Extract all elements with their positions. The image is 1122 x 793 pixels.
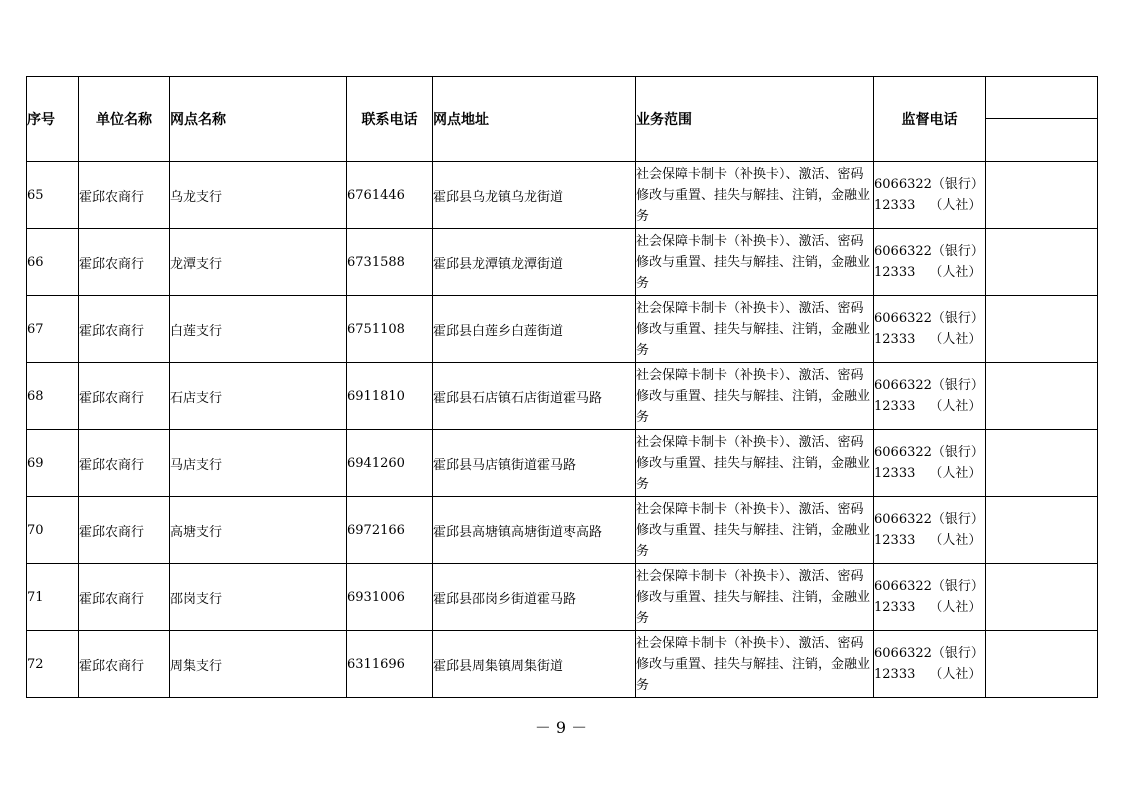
row-unit: 霍邱农商行 [79,564,170,631]
table-row [27,296,1098,363]
header-address: 网点地址 [433,77,636,162]
row-scope: 社会保障卡制卡（补换卡）、激活、密码修改与重置、挂失与解挂、注销，金融业务 [636,296,874,363]
row-num: 69 [27,430,79,497]
row-extra [986,162,1098,229]
table-row [27,162,1098,229]
row-unit: 霍邱农商行 [79,363,170,430]
row-phone: 6911810 [347,363,433,430]
supervise-bank-line [874,576,985,597]
row-num: 70 [27,497,79,564]
row-branch: 邵岗支行 [170,564,347,631]
supervise-bank-number: 6066322 [874,445,932,460]
row-address: 霍邱县邵岗乡街道霍马路 [433,564,636,631]
supervise-social-line [874,530,985,551]
row-phone: 6941260 [347,430,433,497]
supervise-social-label: （人社） [929,399,982,414]
table-row [27,363,1098,430]
header-supervise: 监督电话 [874,77,986,162]
row-branch: 乌龙支行 [170,162,347,229]
supervise-bank-line [874,442,985,463]
row-unit: 霍邱农商行 [79,497,170,564]
row-extra [986,296,1098,363]
supervise-social-number: 12333 [874,466,916,481]
supervise-bank-number: 6066322 [874,646,932,661]
header-row [27,77,1098,162]
header-branch: 网点名称 [170,77,347,162]
row-supervise [874,564,986,631]
row-supervise [874,229,986,296]
supervise-bank-line [874,375,985,396]
supervise-bank-number: 6066322 [874,512,932,527]
header-scope: 业务范围 [636,77,874,162]
row-num: 66 [27,229,79,296]
supervise-bank-label: （银行） [931,579,984,594]
supervise-bank-number: 6066322 [874,378,932,393]
row-branch: 马店支行 [170,430,347,497]
row-address: 霍邱县龙潭镇龙潭街道 [433,229,636,296]
supervise-social-number: 12333 [874,533,916,548]
row-supervise [874,430,986,497]
supervise-social-number: 12333 [874,265,916,280]
supervise-bank-number: 6066322 [874,311,932,326]
supervise-social-label: （人社） [929,265,982,280]
row-extra [986,430,1098,497]
row-phone: 6311696 [347,631,433,698]
table-row [27,229,1098,296]
row-extra [986,564,1098,631]
row-supervise [874,296,986,363]
supervise-bank-label: （银行） [931,512,984,527]
table-body [27,162,1098,698]
row-phone: 6731588 [347,229,433,296]
supervise-bank-number: 6066322 [874,244,932,259]
row-branch: 龙潭支行 [170,229,347,296]
row-unit: 霍邱农商行 [79,229,170,296]
row-phone: 6972166 [347,497,433,564]
supervise-bank-label: （银行） [931,244,984,259]
row-supervise [874,631,986,698]
supervise-bank-label: （银行） [931,445,984,460]
supervise-bank-label: （银行） [931,378,984,393]
row-unit: 霍邱农商行 [79,631,170,698]
supervise-bank-line [874,174,985,195]
supervise-bank-number: 6066322 [874,177,932,192]
row-scope: 社会保障卡制卡（补换卡）、激活、密码修改与重置、挂失与解挂、注销，金融业务 [636,363,874,430]
row-extra [986,631,1098,698]
page-number: － 9 － [534,718,588,737]
row-address: 霍邱县马店镇街道霍马路 [433,430,636,497]
header-unit: 单位名称 [79,77,170,162]
row-scope: 社会保障卡制卡（补换卡）、激活、密码修改与重置、挂失与解挂、注销，金融业务 [636,229,874,296]
row-supervise [874,363,986,430]
supervise-bank-label: （银行） [931,646,984,661]
supervise-social-line [874,195,985,216]
header-num: 序号 [27,77,79,162]
row-num: 68 [27,363,79,430]
row-address: 霍邱县周集镇周集街道 [433,631,636,698]
row-address: 霍邱县高塘镇高塘街道枣高路 [433,497,636,564]
supervise-bank-label: （银行） [931,177,984,192]
row-extra [986,229,1098,296]
row-scope: 社会保障卡制卡（补换卡）、激活、密码修改与重置、挂失与解挂、注销，金融业务 [636,162,874,229]
row-num: 72 [27,631,79,698]
supervise-social-line [874,664,985,685]
table-row [27,497,1098,564]
row-unit: 霍邱农商行 [79,296,170,363]
supervise-social-number: 12333 [874,198,916,213]
supervise-bank-line [874,509,985,530]
row-phone: 6751108 [347,296,433,363]
row-branch: 周集支行 [170,631,347,698]
supervise-bank-number: 6066322 [874,579,932,594]
row-address: 霍邱县乌龙镇乌龙街道 [433,162,636,229]
row-num: 67 [27,296,79,363]
supervise-social-number: 12333 [874,667,916,682]
row-scope: 社会保障卡制卡（补换卡）、激活、密码修改与重置、挂失与解挂、注销，金融业务 [636,430,874,497]
row-phone: 6931006 [347,564,433,631]
row-supervise [874,497,986,564]
row-extra [986,497,1098,564]
supervise-social-label: （人社） [929,600,982,615]
row-branch: 石店支行 [170,363,347,430]
supervise-social-number: 12333 [874,600,916,615]
supervise-social-label: （人社） [929,198,982,213]
supervise-social-label: （人社） [929,332,982,347]
row-scope: 社会保障卡制卡（补换卡）、激活、密码修改与重置、挂失与解挂、注销，金融业务 [636,564,874,631]
supervise-social-label: （人社） [929,466,982,481]
row-extra [986,363,1098,430]
supervise-social-label: （人社） [929,533,982,548]
supervise-social-number: 12333 [874,332,916,347]
supervise-social-number: 12333 [874,399,916,414]
row-num: 65 [27,162,79,229]
row-branch: 高塘支行 [170,497,347,564]
row-unit: 霍邱农商行 [79,430,170,497]
supervise-social-line [874,463,985,484]
row-scope: 社会保障卡制卡（补换卡）、激活、密码修改与重置、挂失与解挂、注销，金融业务 [636,497,874,564]
row-scope: 社会保障卡制卡（补换卡）、激活、密码修改与重置、挂失与解挂、注销，金融业务 [636,631,874,698]
supervise-social-label: （人社） [929,667,982,682]
header-phone: 联系电话 [347,77,433,162]
header-extra [986,77,1098,162]
row-address: 霍邱县石店镇石店街道霍马路 [433,363,636,430]
supervise-bank-line [874,308,985,329]
table-row [27,564,1098,631]
header-split-line [986,118,1097,119]
supervise-social-line [874,396,985,417]
table-row [27,631,1098,698]
row-phone: 6761446 [347,162,433,229]
row-supervise [874,162,986,229]
branch-table [26,76,1098,698]
supervise-bank-line [874,241,985,262]
row-address: 霍邱县白莲乡白莲街道 [433,296,636,363]
supervise-bank-line [874,643,985,664]
supervise-social-line [874,597,985,618]
supervise-social-line [874,329,985,350]
table-row [27,430,1098,497]
row-num: 71 [27,564,79,631]
row-branch: 白莲支行 [170,296,347,363]
supervise-bank-label: （银行） [931,311,984,326]
row-unit: 霍邱农商行 [79,162,170,229]
supervise-social-line [874,262,985,283]
